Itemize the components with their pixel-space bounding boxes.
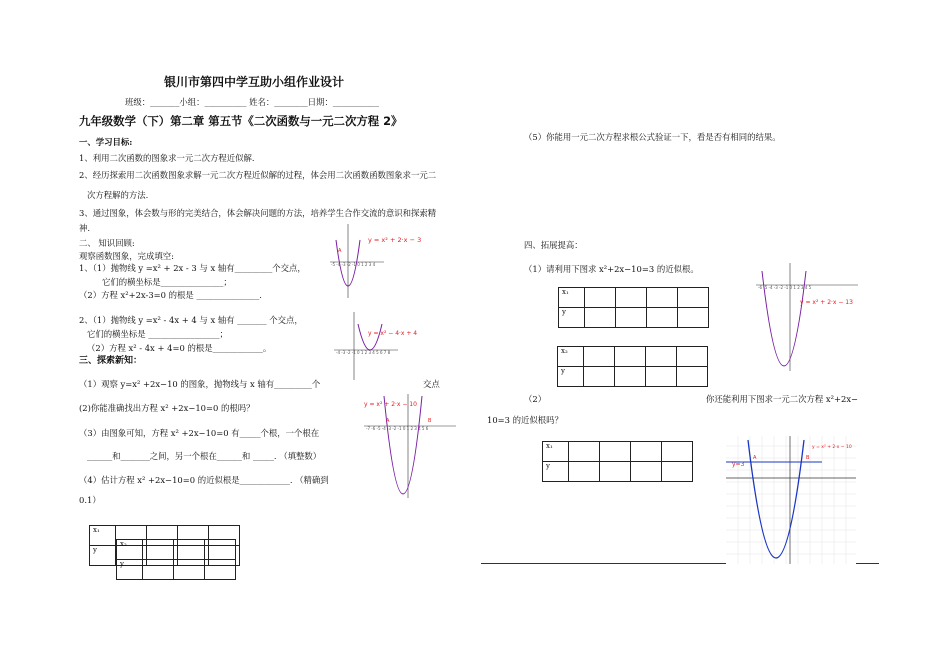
table-cell[interactable] [174,560,205,580]
objective-item: 2、经历探索用二次函数图象求解一元二次方程近似解的过程，体会用二次函数函数图象求一元二 [79,170,437,180]
table-cell[interactable] [600,462,631,482]
right-q5: （5）你能用一元二次方程求根公式验证一下，看是否有相同的结果。 [524,132,781,142]
table-cell[interactable] [646,347,677,367]
graph1-label: y = x² + 2·x − 3 [368,236,422,244]
graph1-point-a: A [338,248,342,254]
table-cell[interactable] [678,308,709,328]
review-q2b: 它们的横坐标是 _________________； [87,329,228,339]
graph-parabola-5 [726,436,856,564]
graph5-point-b: B [806,455,810,461]
review-heading: 二、 知识回顾: [79,238,135,248]
svg-text:-4 -3 -2 -1 0 1 2 3 4 5 6 7 8: -4 -3 -2 -1 0 1 2 3 4 5 6 7 8 [336,350,391,355]
table-cell[interactable] [585,308,616,328]
graph3-point-a: A [386,418,390,424]
review-q2a: 2、（1）抛物线 y =x² - 4x + 4 与 x 轴有 _______ 个交点， [79,315,303,325]
objective-item: 次方程解的方法. [87,190,149,200]
right-r2a: 你还能利用下图求一元二次方程 x²+2x− [706,394,859,404]
table-cell[interactable] [678,288,709,308]
graph-parabola-3 [362,392,460,500]
table-cell[interactable] [584,347,615,367]
table-label-x1: x₁ [559,288,585,308]
review-q1c: （2）方程 x²+2x-3=0 的根是 _______________. [79,290,262,300]
right-r2b: 10=3 的近似根吗？ [487,415,563,425]
table-cell[interactable] [631,442,662,462]
table-cell[interactable] [662,442,693,462]
table-label-x1: x₁ [543,442,569,462]
right-r2-num: （2） [524,394,547,404]
graph-parabola-2 [332,310,418,382]
table-label-x2: x₂ [117,540,143,560]
svg-text:-6 -5 -4 -3 -2 -1 0 1 2 3 4 5: -6 -5 -4 -3 -2 -1 0 1 2 3 4 5 [758,285,812,290]
explore-q2: (2)你能准确找出方程 x² +2x−10=0 的根吗？ [79,403,255,413]
table-cell[interactable] [616,288,647,308]
explore-q1-end: 交点 [423,379,440,389]
graph3-point-b: B [428,418,432,424]
explore-heading: 三、探索新知： [79,356,143,366]
table-cell[interactable] [143,540,174,560]
objectives-heading: 一、学习目标: [79,137,133,147]
table-cell[interactable] [569,462,600,482]
svg-text:-7 -6 -5 -4 -3 -2 -1 0 1 2 3 4: -7 -6 -5 -4 -3 -2 -1 0 1 2 3 4 5 6 [366,426,429,431]
graph2-label: y = x² − 4·x + 4 [368,330,418,337]
table-cell[interactable] [647,308,678,328]
graph3-label: y = x² + 2·x − 10 [364,401,417,408]
table-label-y: y [117,560,143,580]
graph-parabola-1 [328,222,440,300]
svg-text:-5 -4 -3 -2 -1 0 1 2 3 4: -5 -4 -3 -2 -1 0 1 2 3 4 [331,262,376,267]
table-cell[interactable] [615,347,646,367]
graph5-line-label: y=3 [732,461,745,468]
graph5-label: y = x² + 2·x − 10 [812,445,852,450]
review-q1a: 1、（1）抛物线 y =x² + 2x - 3 与 x 轴有_________个交点， [79,263,306,273]
objective-item: 3、通过图象，体会数与形的完美结合，体会解决问题的方法，培养学生合作交流的意识和探索精 [79,208,437,218]
table-label-y: y [558,367,584,387]
table-cell[interactable] [647,288,678,308]
table-cell[interactable] [584,367,615,387]
explore-q4b: 0.1） [79,495,101,505]
explore-q4a: （4）估计方程 x² +2x−10=0 的近似根是____________. （精确到 [79,475,329,485]
objective-item: 1、利用二次函数的图象求一元二次方程近似解. [79,153,255,163]
table-label-y: y [559,308,585,328]
table-cell[interactable] [631,462,662,482]
table-cell[interactable] [174,540,205,560]
table-cell[interactable] [585,288,616,308]
table-cell[interactable] [143,560,174,580]
table-x1-right-2 [542,441,693,482]
explore-q3b: ______和_______之间，另一个根在______和 _____. （填整数） [87,451,322,461]
table-cell[interactable] [615,367,646,387]
table-cell[interactable] [205,540,236,560]
review-q2c: （2）方程 x² - 4x + 4=0 的根是____________。 [87,343,272,353]
table-label-x2: x₂ [558,347,584,367]
lesson-title: 九年级数学（下）第二章 第五节《二次函数与一元二次方程 2》 [79,114,403,128]
school-title: 银川市第四中学互助小组作业设计 [164,75,345,89]
right-r1: （1）请利用下图求 x²+2x−10=3 的近似根。 [524,264,699,274]
table-cell[interactable] [205,560,236,580]
table-label-x1: x₁ [90,526,116,546]
table-cell[interactable] [569,442,600,462]
graph4-label: y = x² + 2·x − 13 [800,299,853,306]
table-label-y: y [543,462,569,482]
review-intro: 观察函数图象，完成填空: [79,251,174,261]
table-cell[interactable] [646,367,677,387]
table-cell[interactable] [616,308,647,328]
table-cell[interactable] [662,462,693,482]
table-cell[interactable] [677,347,708,367]
explore-q3a: （3）由图象可知，方程 x² +2x−10=0 有_____个根，一个根在 [79,428,320,438]
table-x2-left [116,539,236,580]
table-x2-right [557,346,708,387]
table-cell[interactable] [600,442,631,462]
graph5-point-a: A [753,455,757,461]
table-label-y: y [90,546,116,566]
explore-q1: （1）观察 y=x² +2x−10 的图象，抛物线与 x 轴有_________个 [79,379,321,389]
objective-item: 神. [79,223,91,233]
graph-parabola-4 [752,261,864,373]
table-x1-right [558,287,709,328]
review-q1b: 它们的横坐标是_______________； [102,277,232,287]
info-line: 班级：_______小组：__________ 姓名：________日期：___________ [125,97,379,107]
table-cell[interactable] [677,367,708,387]
right-heading4: 四、拓展提高： [524,240,583,250]
